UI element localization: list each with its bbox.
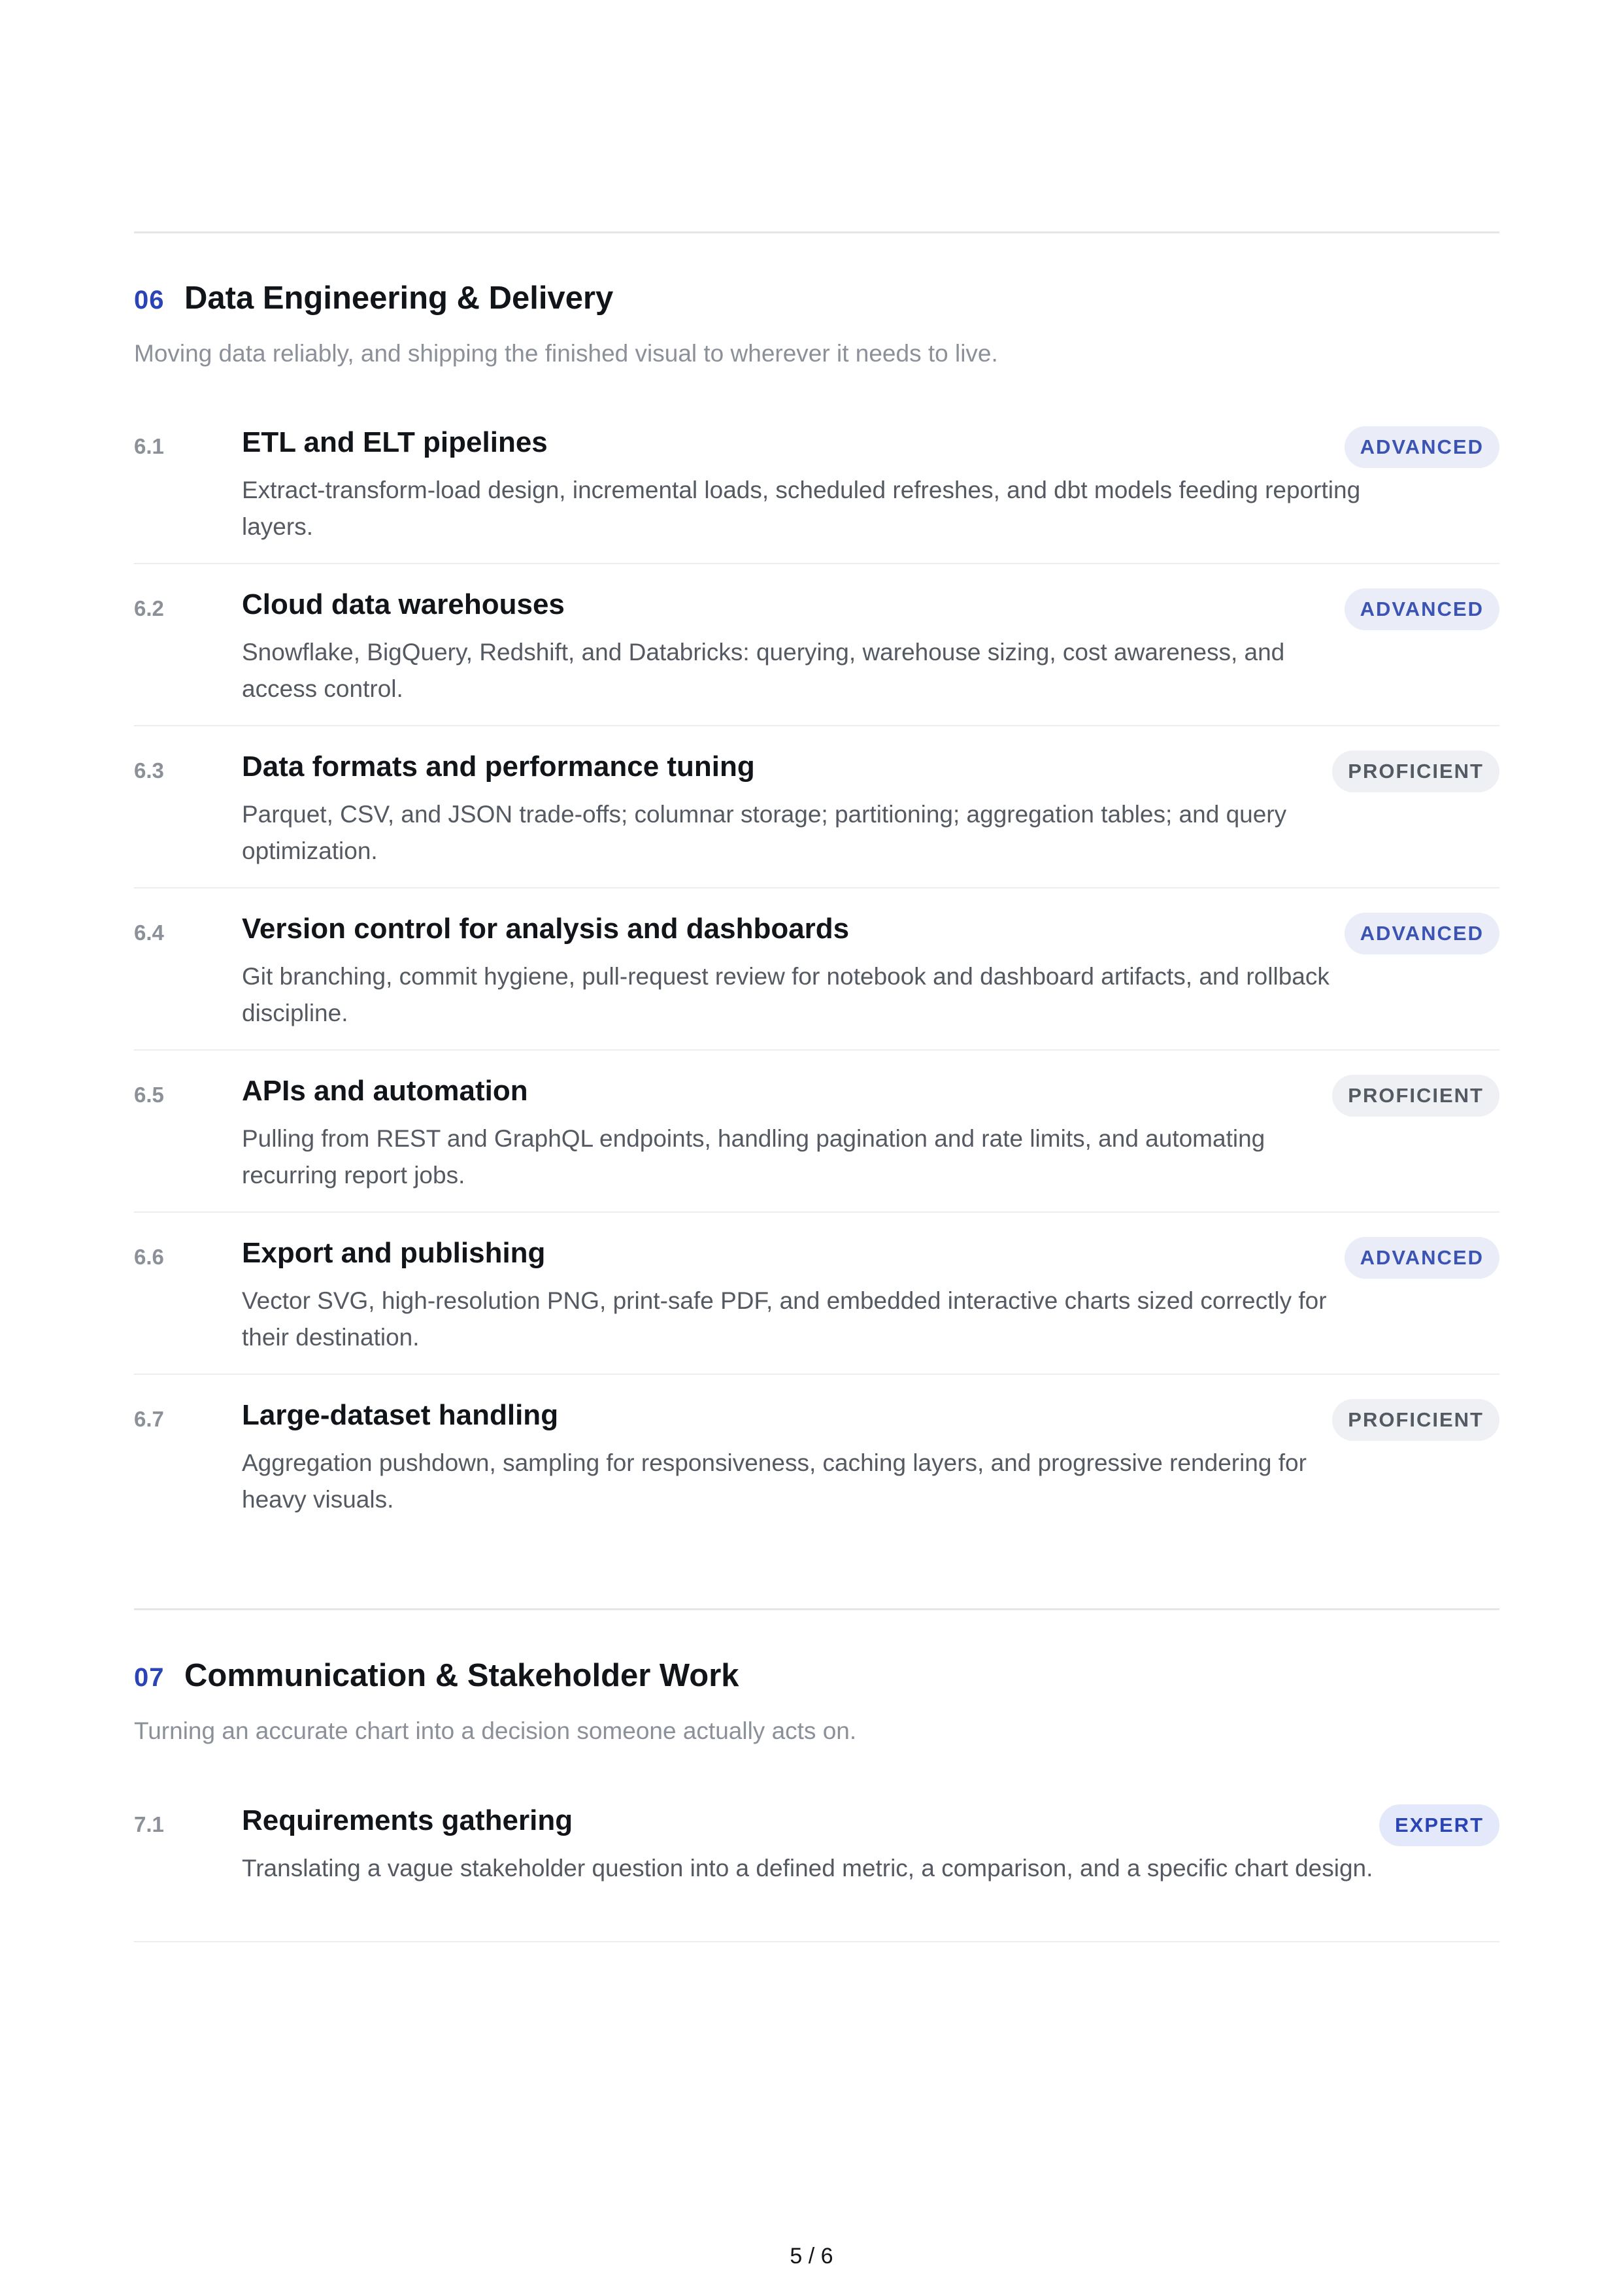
skill-item bbox=[134, 1237, 1499, 1368]
item-divider bbox=[134, 563, 1499, 564]
level-badge: PROFICIENT bbox=[1332, 751, 1499, 792]
section-number: 06 bbox=[134, 286, 165, 314]
skill-title: APIs and automation bbox=[242, 1075, 528, 1107]
skill-description: Snowflake, BigQuery, Redshift, and Databricks: querying, warehouse sizing, cost awareness, and access control. bbox=[242, 639, 1285, 702]
section-subtitle: Moving data reliably, and shipping the finished visual to wherever it needs to live. bbox=[134, 340, 998, 367]
section-subtitle: Turning an accurate chart into a decision someone actually acts on. bbox=[134, 1717, 857, 1744]
skill-item bbox=[134, 913, 1499, 1043]
skill-item bbox=[134, 1804, 1499, 1935]
level-badge: ADVANCED bbox=[1345, 426, 1499, 468]
level-badge: ADVANCED bbox=[1345, 913, 1499, 954]
skill-title: Large-dataset handling bbox=[242, 1399, 559, 1431]
skill-title: Cloud data warehouses bbox=[242, 588, 565, 620]
section-header bbox=[134, 1657, 1499, 1703]
level-badge: ADVANCED bbox=[1345, 1237, 1499, 1279]
item-divider bbox=[134, 1211, 1499, 1213]
skill-number: 6.3 bbox=[134, 758, 164, 783]
skill-number: 6.2 bbox=[134, 596, 164, 620]
skill-title: Requirements gathering bbox=[242, 1804, 573, 1836]
page-indicator: 5 / 6 bbox=[790, 2244, 833, 2269]
item-divider bbox=[134, 887, 1499, 888]
section-title: Communication & Stakeholder Work bbox=[184, 1658, 739, 1693]
level-badge: EXPERT bbox=[1379, 1804, 1499, 1846]
skill-number: 6.7 bbox=[134, 1407, 164, 1431]
skill-description: Git branching, commit hygiene, pull-request review for notebook and dashboard artifacts, and rollback discipline. bbox=[242, 963, 1330, 1026]
skill-number: 6.5 bbox=[134, 1083, 164, 1107]
skill-number: 7.1 bbox=[134, 1812, 164, 1836]
item-divider bbox=[134, 1049, 1499, 1051]
level-badge: PROFICIENT bbox=[1332, 1075, 1499, 1117]
skill-number: 6.6 bbox=[134, 1245, 164, 1269]
skill-description: Vector SVG, high-resolution PNG, print-safe PDF, and embedded interactive charts sized correctly for their destination. bbox=[242, 1287, 1327, 1351]
skill-title: Export and publishing bbox=[242, 1237, 546, 1269]
level-badge: PROFICIENT bbox=[1332, 1399, 1499, 1441]
skill-description: Extract-transform-load design, incremental loads, scheduled refreshes, and dbt models feeding reporting layers. bbox=[242, 477, 1361, 540]
skill-title: ETL and ELT pipelines bbox=[242, 426, 548, 458]
skill-description: Aggregation pushdown, sampling for responsiveness, caching layers, and progressive rendering for heavy visuals. bbox=[242, 1449, 1307, 1513]
item-divider bbox=[134, 1941, 1499, 1942]
skill-item bbox=[134, 588, 1499, 719]
section-divider bbox=[134, 231, 1499, 233]
skill-description: Translating a vague stakeholder question into a defined metric, a comparison, and a specific chart design. bbox=[242, 1855, 1373, 1882]
section-divider bbox=[134, 1608, 1499, 1610]
skill-item bbox=[134, 751, 1499, 881]
skill-number: 6.4 bbox=[134, 920, 164, 945]
section-number: 07 bbox=[134, 1663, 165, 1692]
item-divider bbox=[134, 1374, 1499, 1375]
item-divider bbox=[134, 725, 1499, 726]
section-title: Data Engineering & Delivery bbox=[184, 280, 614, 316]
skill-item bbox=[134, 426, 1499, 557]
skill-item bbox=[134, 1399, 1499, 1530]
skill-description: Parquet, CSV, and JSON trade-offs; columnar storage; partitioning; aggregation tables; and query optimization. bbox=[242, 801, 1287, 864]
skill-title: Data formats and performance tuning bbox=[242, 751, 755, 783]
section-header bbox=[134, 280, 1499, 326]
skill-title: Version control for analysis and dashboards bbox=[242, 913, 850, 945]
skill-number: 6.1 bbox=[134, 434, 164, 458]
skill-item bbox=[134, 1075, 1499, 1206]
skill-description: Pulling from REST and GraphQL endpoints, handling pagination and rate limits, and automating recurring report jobs. bbox=[242, 1125, 1265, 1189]
level-badge: ADVANCED bbox=[1345, 588, 1499, 630]
